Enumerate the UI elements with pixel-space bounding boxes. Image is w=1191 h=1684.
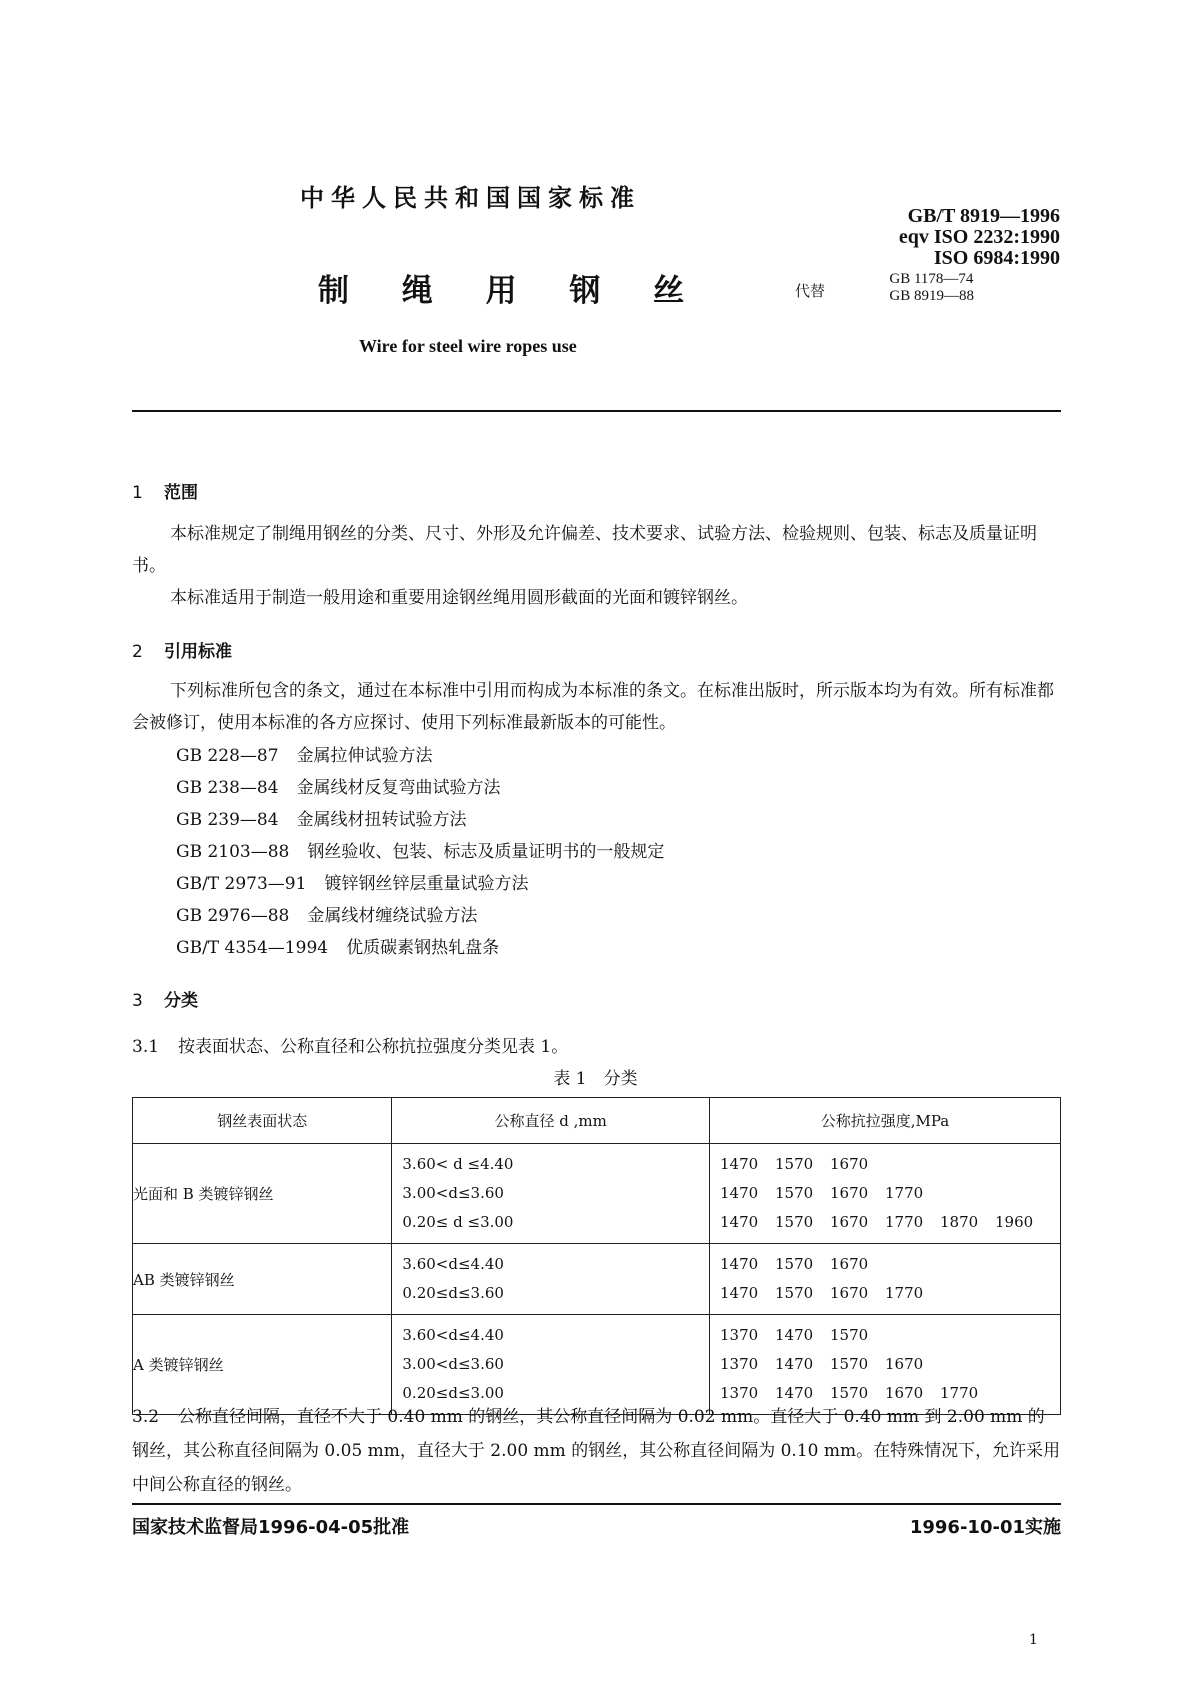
table-1-caption: 表 1 分类 (553, 1069, 638, 1089)
national-standard-heading: 中华人民共和国国家标准 (300, 184, 641, 212)
diameter-cell: 3.60<d≤4.40 0.20≤d≤3.60 (392, 1244, 710, 1315)
eqv-code-1: eqv ISO 2232:1990 (898, 226, 1060, 248)
reference-item: GB 2103—88 钢丝验收、包装、标志及质量证明书的一般规定 (176, 842, 665, 862)
replaced-code-1: GB 1178—74 (889, 271, 974, 287)
standard-code-block (795, 206, 1060, 305)
replaced-codes (889, 271, 974, 305)
page-number: 1 (1029, 1632, 1038, 1648)
strength-cell: 1370 1470 1570 1370 1470 1570 1670 1370 1470 1570 1670 1770 (709, 1315, 1060, 1415)
table-header-cell: 钢丝表面状态 (133, 1098, 392, 1144)
diameter-cell: 3.60< d ≤4.40 3.00<d≤3.60 0.20≤ d ≤3.00 (392, 1144, 710, 1244)
strength-cell: 1470 1570 1670 1470 1570 1670 1770 (709, 1244, 1060, 1315)
table-header-cell: 公称直径 d ,mm (392, 1098, 710, 1144)
reference-item: GB/T 2973—91 镀锌钢丝锌层重量试验方法 (176, 874, 529, 894)
surface-cell: AB 类镀锌钢丝 (133, 1244, 392, 1315)
standard-code: GB/T 8919—1996 (907, 205, 1060, 227)
standard-title-cn: 制 绳 用 钢 丝 (318, 273, 685, 309)
reference-list (176, 740, 664, 964)
section-2-heading: 2 引用标准 (132, 642, 232, 662)
section-2-body (132, 675, 1061, 739)
table-header-cell: 公称抗拉强度,MPa (709, 1098, 1060, 1144)
classification-table (132, 1097, 1061, 1415)
table-row (133, 1244, 1061, 1315)
section-1-para-2: 本标准适用于制造一般用途和重要用途钢丝绳用圆形截面的光面和镀锌钢丝。 (170, 588, 748, 608)
section-2-para-1: 下列标准所包含的条文，通过在本标准中引用而构成为本标准的条文。在标准出版时，所示版本均为有效。所有标准都会被修订，使用本标准的各方应探讨、使用下列标准最新版本的可能性。 (132, 681, 1054, 733)
section-1-body (132, 518, 1061, 614)
footer-rule (132, 1503, 1061, 1505)
standard-title-en: Wire for steel wire ropes use (359, 336, 577, 356)
strength-cell: 1470 1570 1670 1470 1570 1670 1770 1470 1570 1670 1770 1870 1960 (709, 1144, 1060, 1244)
eqv-code-2: ISO 6984:1990 (933, 247, 1060, 269)
reference-item: GB 2976—88 金属线材缠绕试验方法 (176, 906, 478, 926)
surface-cell: A 类镀锌钢丝 (133, 1315, 392, 1415)
reference-item: GB 239—84 金属线材扭转试验方法 (176, 810, 467, 830)
reference-item: GB 238—84 金属线材反复弯曲试验方法 (176, 778, 501, 798)
replaces-label: 代替 (795, 282, 826, 300)
header-rule (132, 410, 1061, 412)
approval-date: 国家技术监督局1996-04-05批准 (132, 1517, 410, 1538)
clause-3-2: 3.2 公称直径间隔，直径不大于 0.40 mm 的钢丝，其公称直径间隔为 0.02 mm。直径大于 0.40 mm 到 2.00 mm 的钢丝，其公称直径间隔为 0.05 mm，直径大于 2.00 mm 的钢丝，其公称直径间隔为 0.10 mm。在特殊情况下，允许采用中间公称直径的钢丝。 (132, 1407, 1061, 1495)
table-header-row (133, 1098, 1061, 1144)
clause-3-1: 3.1 按表面状态、公称直径和公称抗拉强度分类见表 1。 (132, 1037, 569, 1057)
reference-item: GB 228—87 金属拉伸试验方法 (176, 746, 433, 766)
surface-cell: 光面和 B 类镀锌钢丝 (133, 1144, 392, 1244)
section-1-para-1: 本标准规定了制绳用钢丝的分类、尺寸、外形及允许偏差、技术要求、试验方法、检验规则、包装、标志及质量证明书。 (132, 524, 1037, 576)
reference-item: GB/T 4354—1994 优质碳素钢热轧盘条 (176, 938, 500, 958)
effective-date: 1996-10-01实施 (909, 1517, 1061, 1538)
table-row (133, 1144, 1061, 1244)
replaces-block (795, 269, 1060, 305)
replaced-code-2: GB 8919—88 (889, 288, 974, 304)
diameter-cell: 3.60<d≤4.40 3.00<d≤3.60 0.20≤d≤3.00 (392, 1315, 710, 1415)
section-1-heading: 1 范围 (132, 483, 198, 503)
section-3-heading: 3 分类 (132, 991, 198, 1011)
